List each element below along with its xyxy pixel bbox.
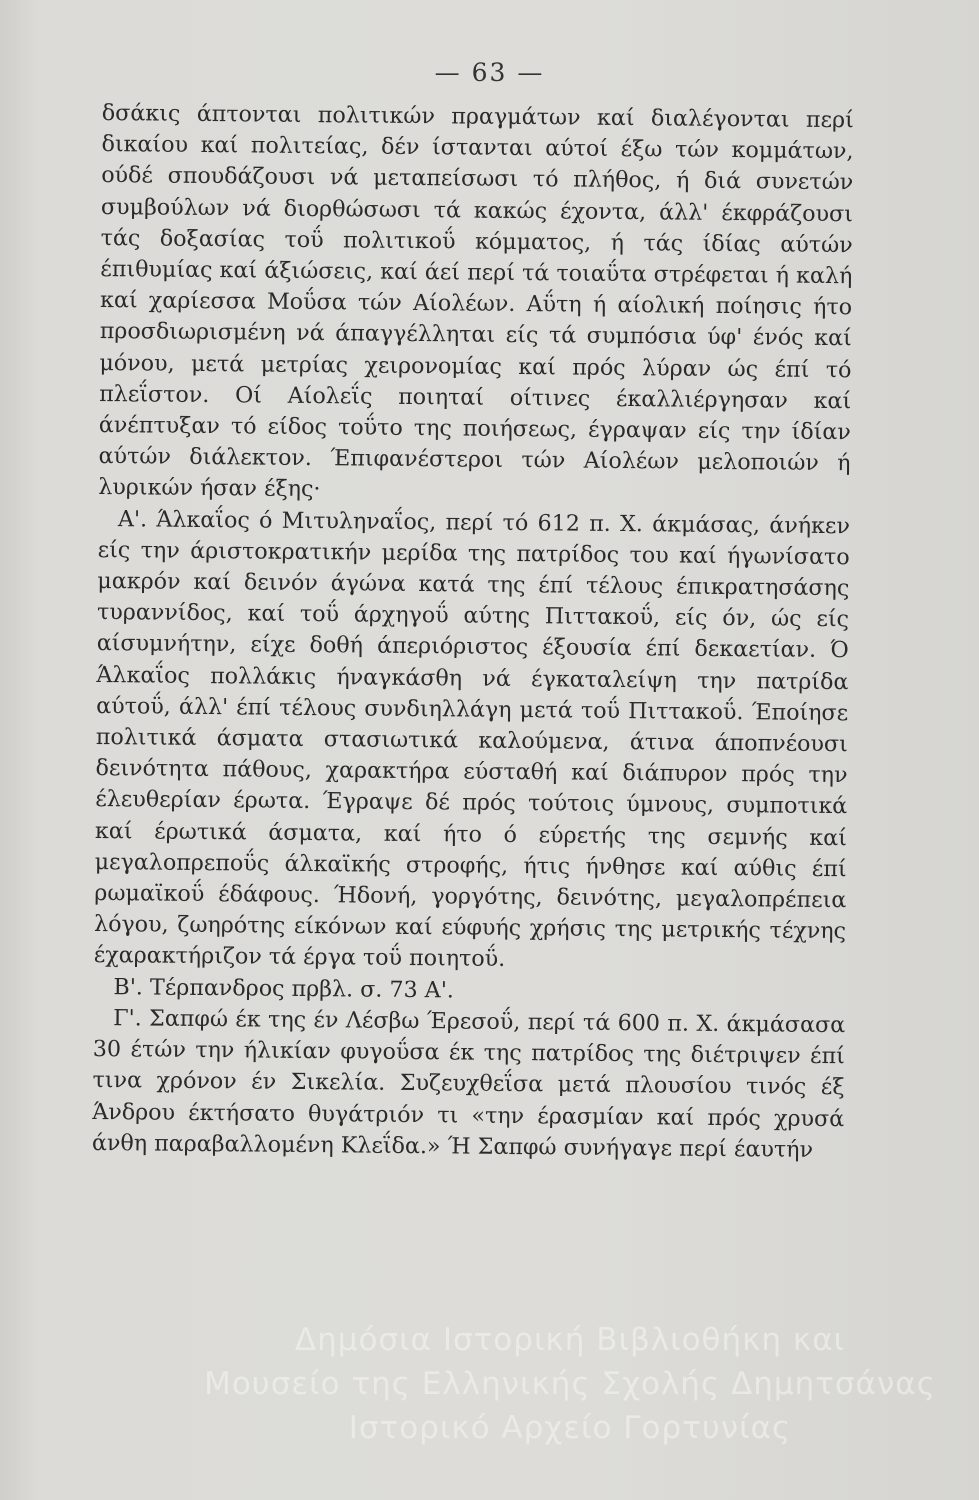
paragraph-sappho: Γ'. Σαπφώ έκ της έν Λέσβω Έρεσοΰ, περί τά 600 π. Χ. άκμάσασα 30 έτών την ήλικίαν φυγοΰσα έκ της πατρίδος της διέτριψεν έπί τινα χρόνον έν Σικελία. Συζευχθεΐσα μετά πλουσίου τινός έξ Άνδρου έκτήσατο θυγάτριόν τι «την έρασμίαν καί πρός χρυσά άνθη παραβαλλομένη Κλεΐδα.» Ή Σαπφώ συνήγαγε περί έαυτήν (91, 1005, 846, 1163)
paragraph-alcaeus: Α'. Άλκαΐος ό Μιτυληναΐος, περί τό 612 π. Χ. άκμάσας, άνήκεν είς την άριστοκρατικήν μερίδα της πατρίδος του καί ήγωνίσατο μακρόν καί δεινόν άγώνα κατά της έπί τέλους έπικρατησάσης τυραννίδος, καί τοΰ άρχηγοΰ αύτης Πιττακοΰ, είς όν, ώς είς αίσυμνήτην, είχε δοθή άπεριόριστος έξουσία έπί δεκαετίαν. Ό Άλκαΐος πολλάκις ήναγκάσθη νά έγκαταλείψη την πατρίδα αύτοΰ, άλλ' έπί τέλους συνδιηλλάγη μετά τοΰ Πιττακοΰ. Έποίησε πολιτικά άσματα στασιωτικά καλούμενα, άτινα άποπνέουσι δεινότητα πάθους, χαρακτήρα εύσταθή καί διάπυρον πρός την έλευθερίαν έρωτα. Έγραψε δέ πρός τούτοις ύμνους, συμποτικά καί έρωτικά άσματα, καί ήτο ό εύρετής της σεμνής καί μεγαλοπρεποΰς άλκαϊκής στροφής, ήτις ήνθησε καί αύθις έπί ρωμαϊκοΰ έδάφους. Ήδονή, γοργότης, δεινότης, μεγαλοπρέπεια λόγου, ζωηρότης είκόνων καί εύφυής χρήσις της μετρικής τέχνης έχαρακτήριζον τά έργα τοΰ ποιητοΰ. (93, 505, 851, 973)
watermark-line-1: Δημόσια Ιστορική Βιβλιοθήκη και (294, 1322, 846, 1358)
paragraph-terpander: Β'. Τέρπανδρος πρβλ. σ. 73 Α'. (113, 973, 455, 1004)
library-watermark (180, 1318, 960, 1450)
body-text (92, 98, 854, 1166)
watermark-line-2: Μουσείο της Ελληνικής Σχολής Δημητσάνας (204, 1366, 936, 1402)
watermark-line-3: Ιστορικό Αρχείο Γορτυνίας (348, 1410, 792, 1446)
page-number: — 63 — (434, 58, 545, 87)
paragraph-intro: δσάκις άπτονται πολιτικών πραγμάτων καί διαλέγονται περί δικαίου καί πολιτείας, δέν ίστανται αύτοί έξω τών κομμάτων, ούδέ σπουδάζουσι νά μεταπείσωσι τό πλήθος, ή διά συνετών συμβούλων νά διορθώσωσι τά κακώς έχοντα, άλλ' έκφράζουσι τάς δοξασίας τοΰ πολιτικοΰ κόμματος, ή τάς ίδίας αύτών έπιθυμίας καί άξιώσεις, καί άεί περί τά τοιαΰτα στρέφεται ή καλή καί χαρίεσσα Μοΰσα τών Αίολέων. Αΰτη ή αίολική ποίησις ήτο προσδιωρισμένη νά άπαγγέλληται είς τά συμπόσια ύφ' ένός καί μόνου, μετά μετρίας χειρονομίας καί πρός λύραν ώς έπί τό πλεΐστον. Οί Αίολεΐς ποιηταί οίτινες έκαλλιέργησαν καί άνέπτυξαν τό είδος τοΰτο της ποιήσεως, έγραψαν είς την ίδίαν αύτών διάλεκτον. Έπιφανέστεροι τών Αίολέων μελοποιών ή λυρικών ήσαν έξης· (98, 99, 854, 503)
